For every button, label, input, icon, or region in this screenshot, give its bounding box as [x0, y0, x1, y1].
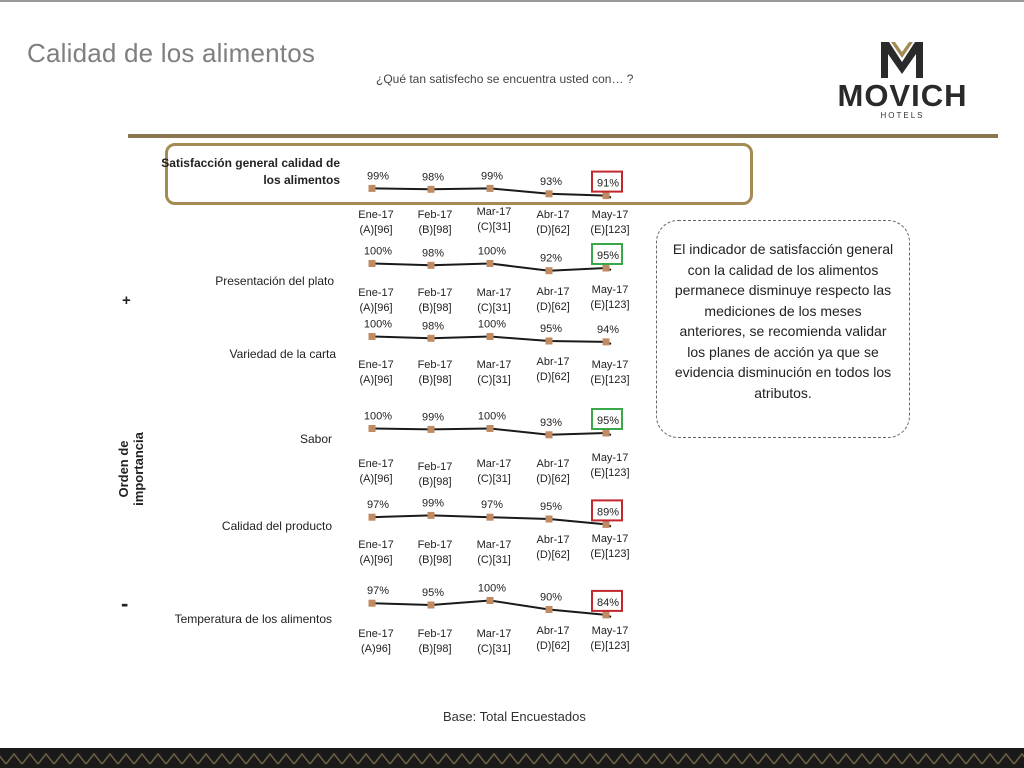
tick-label-month: Ene-17: [358, 539, 394, 551]
tick-label-month: Ene-17: [358, 209, 394, 221]
data-label: 84%: [596, 596, 620, 609]
data-point: [546, 606, 553, 613]
tick-label-base: (B)[98]: [418, 476, 452, 488]
top-border: [0, 0, 1024, 2]
tick-label-month: Mar-17: [476, 458, 512, 470]
tick-label-month: Abr-17: [536, 209, 570, 221]
tick-label-base: (C)[31]: [477, 302, 511, 314]
chevron-mark: [614, 754, 630, 764]
movich-monogram-icon: [815, 38, 990, 80]
chevron-mark: [358, 754, 374, 764]
chevron-mark: [646, 754, 662, 764]
tick-label-base: (E)[123]: [590, 467, 630, 479]
chevron-mark: [486, 754, 502, 764]
tick-label-month: Feb-17: [417, 287, 453, 299]
chevron-mark: [6, 754, 22, 764]
tick-label-base: (C)[31]: [477, 473, 511, 485]
chevron-mark: [550, 754, 566, 764]
data-label: 98%: [421, 247, 445, 260]
data-label: 93%: [539, 175, 563, 188]
tick-label-base: (D)[62]: [536, 301, 570, 313]
tick-label-month: Mar-17: [476, 628, 512, 640]
data-point: [487, 425, 494, 432]
highlight-box-green: [592, 244, 622, 264]
chevron-mark: [918, 754, 934, 764]
data-label: 97%: [366, 585, 390, 598]
data-point: [546, 516, 553, 523]
data-label: 99%: [421, 411, 445, 424]
series-line: [372, 515, 611, 526]
chevron-mark: [422, 754, 438, 764]
tick-label-month: May-17: [591, 209, 629, 221]
data-point: [603, 611, 610, 618]
page-subtitle: ¿Qué tan satisfecho se encuentra usted con… ?: [376, 72, 634, 86]
importance-axis-label: Orden de importancia: [116, 432, 146, 506]
chevron-mark: [934, 754, 950, 764]
chevron-pattern-icon: [0, 748, 1024, 768]
chevron-mark: [710, 754, 726, 764]
chevron-mark: [470, 754, 486, 764]
highlight-box-red: [592, 591, 622, 611]
chevron-mark: [438, 754, 454, 764]
tick-label-month: Ene-17: [358, 287, 394, 299]
chevron-mark: [310, 754, 326, 764]
series-line: [372, 264, 611, 271]
tick-label-base: (C)[31]: [477, 554, 511, 566]
data-point: [369, 260, 376, 267]
chevron-mark: [86, 754, 102, 764]
tick-label-month: Feb-17: [417, 209, 453, 221]
data-label: 97%: [366, 499, 390, 512]
tick-label-month: Abr-17: [536, 534, 570, 546]
chevron-mark: [630, 754, 646, 764]
chevron-mark: [342, 754, 358, 764]
tick-label-month: Ene-17: [358, 359, 394, 371]
tick-label-base: (E)[123]: [590, 640, 630, 652]
chevron-mark: [134, 754, 150, 764]
chevron-mark: [822, 754, 838, 764]
chevron-mark: [262, 754, 278, 764]
tick-label-month: Abr-17: [536, 286, 570, 298]
chevron-mark: [742, 754, 758, 764]
tick-label-month: May-17: [591, 359, 629, 371]
data-point: [369, 514, 376, 521]
tick-label-month: Abr-17: [536, 625, 570, 637]
data-label: 99%: [421, 497, 445, 510]
data-label: 100%: [477, 318, 507, 331]
chevron-mark: [502, 754, 518, 764]
chevron-mark: [998, 754, 1014, 764]
data-point: [369, 600, 376, 607]
footer-pattern: [0, 748, 1024, 768]
chevron-mark: [166, 754, 182, 764]
chevron-mark: [198, 754, 214, 764]
chevron-mark: [678, 754, 694, 764]
data-label: 93%: [539, 416, 563, 429]
tick-label-month: May-17: [591, 284, 629, 296]
data-point: [428, 335, 435, 342]
tick-label-month: Ene-17: [358, 628, 394, 640]
tick-label-month: May-17: [591, 533, 629, 545]
chevron-mark: [54, 754, 70, 764]
series-line: [372, 601, 611, 617]
tick-label-base: (A)[96]: [359, 554, 393, 566]
tick-label-month: Feb-17: [417, 539, 453, 551]
data-label: 100%: [363, 410, 393, 423]
chevron-mark: [326, 754, 342, 764]
row-label-overall: Satisfacción general calidad de los alimentos: [161, 156, 340, 187]
data-point: [428, 426, 435, 433]
chevron-mark: [886, 754, 902, 764]
tick-label-base: (D)[62]: [536, 473, 570, 485]
base-note: Base: Total Encuestados: [443, 709, 586, 724]
chevron-mark: [758, 754, 774, 764]
data-label: 100%: [363, 318, 393, 331]
data-point: [546, 431, 553, 438]
chevron-mark: [214, 754, 230, 764]
data-point: [603, 430, 610, 437]
chevron-mark: [902, 754, 918, 764]
row-label-presentation: Presentación del plato: [215, 274, 334, 288]
data-label: 95%: [421, 587, 445, 599]
chevron-mark: [70, 754, 86, 764]
tick-label-month: Mar-17: [476, 359, 512, 371]
movich-logo: [815, 38, 990, 123]
data-label: 89%: [596, 506, 620, 519]
data-point: [546, 267, 553, 274]
data-point: [369, 333, 376, 340]
tick-label-base: (B)[98]: [418, 302, 452, 314]
data-label: 94%: [596, 323, 620, 336]
tick-label-base: (A)[96]: [359, 374, 393, 386]
data-label: 95%: [596, 250, 620, 262]
chevron-mark: [854, 754, 870, 764]
data-point: [428, 512, 435, 519]
chevron-mark: [694, 754, 710, 764]
header-rule: [128, 134, 998, 138]
data-point: [487, 514, 494, 521]
series-line: [372, 429, 611, 436]
tick-label-month: Abr-17: [536, 458, 570, 470]
tick-label-base: (E)[123]: [590, 224, 630, 236]
data-label: 100%: [477, 582, 507, 595]
tick-label-month: Feb-17: [417, 628, 453, 640]
chevron-mark: [0, 754, 6, 764]
chevron-mark: [806, 754, 822, 764]
tick-label-base: (A)[96]: [359, 224, 393, 236]
data-point: [603, 338, 610, 345]
insight-callout: El indicador de satisfacción general con la calidad de los alimentos permanece disminuye respecto las mediciones de los meses anteriores, se recomienda validar los planes de acción ya que se evidencia disminución en todos los atributos.: [656, 220, 910, 438]
tick-label-base: (D)[62]: [536, 371, 570, 383]
chevron-mark: [278, 754, 294, 764]
data-label: 92%: [539, 252, 563, 265]
data-label: 95%: [539, 501, 563, 513]
tick-label-base: (A)[96]: [359, 473, 393, 485]
tick-label-base: (A)[96]: [359, 302, 393, 314]
tick-label-base: (E)[123]: [590, 299, 630, 311]
tick-label-base: (C)[31]: [477, 374, 511, 386]
row-label-flavor: Sabor: [299, 432, 332, 446]
tick-label-month: May-17: [591, 625, 629, 637]
data-point: [603, 521, 610, 528]
chevron-mark: [534, 754, 550, 764]
data-point: [487, 333, 494, 340]
data-point: [546, 338, 553, 345]
chevron-mark: [566, 754, 582, 764]
chevron-mark: [774, 754, 790, 764]
data-label: 91%: [596, 177, 620, 190]
data-label: 99%: [480, 170, 504, 183]
data-label: 95%: [539, 323, 563, 335]
tick-label-month: Mar-17: [476, 539, 512, 551]
chevron-mark: [838, 754, 854, 764]
tick-label-month: Feb-17: [417, 359, 453, 371]
data-label: 97%: [480, 499, 504, 512]
logo-subtext: HOTELS: [880, 111, 925, 120]
tick-label-month: Abr-17: [536, 356, 570, 368]
chevron-mark: [1014, 754, 1024, 764]
chevron-mark: [454, 754, 470, 764]
data-point: [428, 262, 435, 269]
chevron-mark: [726, 754, 742, 764]
data-point: [603, 265, 610, 272]
tick-label-base: (D)[62]: [536, 549, 570, 561]
data-label: 95%: [596, 415, 620, 427]
chevron-mark: [118, 754, 134, 764]
tick-label-base: (E)[123]: [590, 374, 630, 386]
tick-label-month: Ene-17: [358, 458, 394, 470]
tick-label-base: (E)[123]: [590, 548, 630, 560]
chevron-mark: [374, 754, 390, 764]
data-point: [428, 602, 435, 609]
chevron-mark: [406, 754, 422, 764]
tick-label-base: (D)[62]: [536, 640, 570, 652]
logo-text: MOVICH: [837, 78, 968, 113]
chevron-mark: [982, 754, 998, 764]
chevron-mark: [38, 754, 54, 764]
row-label-product-quality: Calidad del producto: [221, 519, 332, 533]
chevron-mark: [182, 754, 198, 764]
chevron-mark: [662, 754, 678, 764]
tick-label-month: Mar-17: [476, 206, 512, 218]
data-point: [369, 425, 376, 432]
chevron-mark: [790, 754, 806, 764]
row-label-temperature: Temperatura de los alimentos: [174, 612, 332, 626]
plus-sign: +: [122, 292, 131, 309]
chevron-mark: [598, 754, 614, 764]
chevron-mark: [870, 754, 886, 764]
tick-label-base: (D)[62]: [536, 224, 570, 236]
tick-label-month: Feb-17: [417, 461, 453, 473]
tick-label-month: May-17: [591, 452, 629, 464]
tick-label-base: (B)[98]: [418, 554, 452, 566]
data-label: 99%: [366, 170, 390, 183]
tick-label-base: (C)[31]: [477, 643, 511, 655]
data-label: 100%: [477, 245, 507, 258]
minus-sign: -: [121, 591, 129, 616]
tick-label-base: (C)[31]: [477, 221, 511, 233]
data-point: [487, 597, 494, 604]
data-label: 90%: [539, 591, 563, 604]
tick-label-month: Mar-17: [476, 287, 512, 299]
tick-label-base: (A)96]: [361, 643, 391, 655]
tick-label-base: (B)[98]: [418, 224, 452, 236]
tick-label-base: (B)[98]: [418, 643, 452, 655]
chevron-mark: [966, 754, 982, 764]
chevron-mark: [102, 754, 118, 764]
chevron-mark: [150, 754, 166, 764]
page-title: Calidad de los alimentos: [27, 38, 316, 68]
tick-label-base: (B)[98]: [418, 374, 452, 386]
data-label: 100%: [477, 410, 507, 423]
highlight-box-red: [592, 500, 622, 520]
chevron-mark: [246, 754, 262, 764]
data-label: 98%: [421, 171, 445, 184]
data-point: [487, 260, 494, 267]
row-label-variety: Variedad de la carta: [229, 347, 336, 361]
highlight-box-green: [592, 409, 622, 429]
chevron-mark: [950, 754, 966, 764]
chevron-mark: [518, 754, 534, 764]
chevron-mark: [582, 754, 598, 764]
data-label: 100%: [363, 245, 393, 258]
chevron-mark: [390, 754, 406, 764]
data-label: 98%: [421, 320, 445, 333]
chevron-mark: [230, 754, 246, 764]
chevron-mark: [22, 754, 38, 764]
chevron-mark: [294, 754, 310, 764]
series-line: [372, 337, 611, 344]
